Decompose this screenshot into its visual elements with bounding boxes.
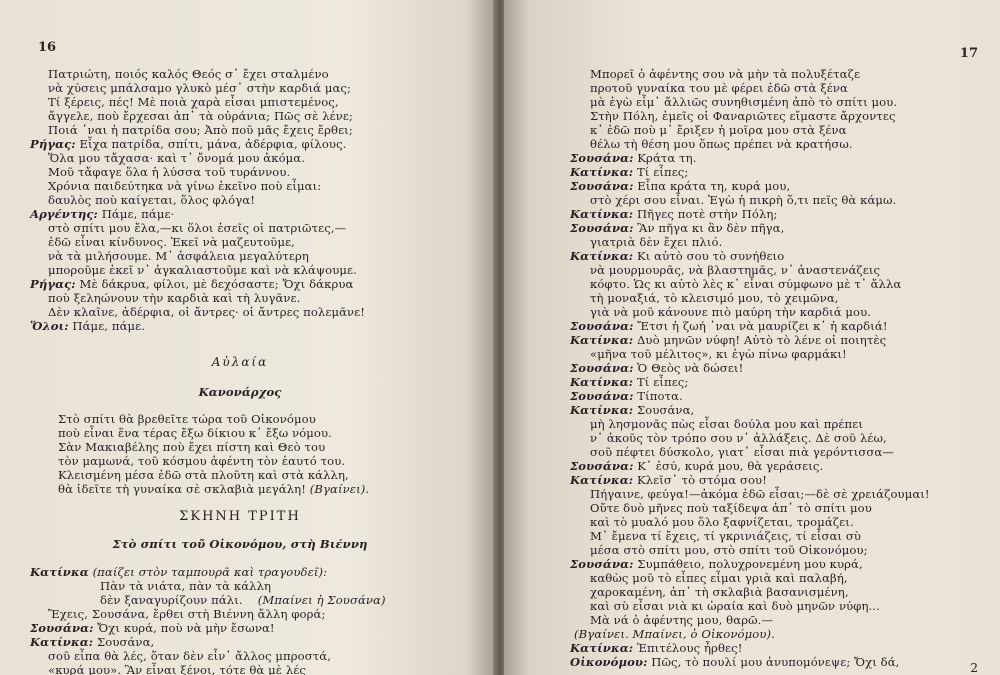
speaker-name: Κατίνκα: <box>570 375 634 389</box>
speaker-name: Κατίνκα: <box>570 333 634 347</box>
verse-line: τὸν μαμωνά, τοῦ κόσμου ἀφέντη τὸν ἑαυτό του. <box>58 454 346 468</box>
speaker-name: Κατίνκα: <box>570 403 634 417</box>
dialogue-line <box>30 207 174 221</box>
verse-text: Εἶπα κράτα τη, κυρά μου, <box>637 179 791 193</box>
verse-line: ἐδῶ εἶναι κίνδυνος. Ἐκεῖ νὰ μαζευτοῦμε, <box>48 235 295 249</box>
verse-line: νὰ μουρμουρᾶς, νὰ βλαστημᾶς, ν᾽ ἀναστενάζεις <box>590 263 881 277</box>
speaker-name: Σουσάνα: <box>570 459 634 473</box>
stage-direction: (παίζει στὸν ταμπουρᾶ καὶ τραγουδεῖ): <box>92 565 328 579</box>
verse-text: Ἔτσι ἡ ζωή ᾽ναι νὰ μαυρίζει κ᾽ ἡ καρδιά! <box>637 319 888 333</box>
verse-line: προτοῦ γυναίκα του μὲ φέρει ἐδῶ στὰ ξένα <box>590 81 848 95</box>
verse-line: Δὲν κλαῖνε, ἀδέρφια, οἱ ἄντρες· οἱ ἄντρες πολεμᾶνε! <box>48 305 366 319</box>
dialogue-line <box>570 459 823 473</box>
speaker-name: Οἰκονόμου: <box>570 655 648 669</box>
verse-text: Εἶχα πατρίδα, σπίτι, μάνα, ἀδέρφια, φίλους. <box>79 137 347 151</box>
speaker-name: Κατίνκα <box>30 565 89 579</box>
page-number: 16 <box>38 40 57 55</box>
verse-line: στὸ σπίτι μου ἔλα,—κι ὅλοι ἐσεῖς οἱ πατριῶτες,— <box>48 221 347 235</box>
dialogue-line <box>570 165 688 179</box>
dialogue-line <box>570 249 784 263</box>
verse-line: Πήγαινε, φεύγα!—ἀκόμα ἐδῶ εἶσαι;—δὲ σὲ χρειάζουμαι! <box>590 487 930 501</box>
verse-text: Τί εἶπες; <box>636 375 689 389</box>
verse-line: ν᾽ ἀκοῦς τὸν τρόπο σου ν᾽ ἀλλάξεις. Δὲ σοῦ λέω, <box>590 431 887 445</box>
verse-line: «κυρά μου». Ἂν εἶναι ξένοι, τότε θὰ μὲ λές <box>48 663 307 675</box>
verse-line: ἄγγελε, ποὺ ἔρχεσαι ἀπ᾽ τὰ οὐράνια; Πῶς σὲ λένε; <box>48 109 354 123</box>
dialogue-line <box>570 179 790 193</box>
speaker-name: Σουσάνα: <box>570 319 634 333</box>
verse-line: σοῦ εἶπα θὰ λές, ὅταν δὲν εἶν᾽ ἄλλος μπροστά, <box>48 649 331 663</box>
verse-line: Χρόνια παιδεύτηκα νὰ γίνω ἐκεῖνο ποὺ εἶμαι: <box>48 179 322 193</box>
dialogue-line <box>30 319 145 333</box>
verse-line: Οὔτε δυὸ μῆνες ποὺ ταξίδεψα ἀπ᾽ τὸ σπίτι μου <box>590 501 872 515</box>
verse-line: Μπορεῖ ὁ ἀφέντης σου νὰ μὴν τὰ πολυξέταζε <box>590 67 861 81</box>
left-page <box>0 0 496 675</box>
stage-direction: (Βγαίνει. Μπαίνει, ὁ Οἰκονόμου). <box>574 627 775 641</box>
verse-text: Σουσάνα, <box>636 403 695 417</box>
speaker-name: Σουσάνα: <box>570 221 634 235</box>
verse-text: Μὲ δάκρυα, φίλοι, μὲ δεχόσαστε; Ὄχι δάκρυα <box>79 277 354 291</box>
verse-line: καὶ τὸ μυαλό μου ὅλο ξαφνίζεται, τρομάζει. <box>590 515 854 529</box>
verse-line: γιατριὰ δὲν ἔχει πλιό. <box>590 235 723 249</box>
verse-text: Ὁ Θεὸς νὰ δώσει! <box>637 361 744 375</box>
dialogue-line <box>30 277 353 291</box>
verse-text: Πάμε, πάμε· <box>101 207 175 221</box>
verse-line: νὰ τὰ μιλήσουμε. Μ᾽ ἀσφάλεια μεγαλύτερη <box>48 249 309 263</box>
signature-mark: 2 <box>970 661 978 675</box>
verse-line: ποὺ εἶναι ἕνα τέρας ἔξω δίκιου κ᾽ ἔξω νόμου. <box>58 426 332 440</box>
verse-line: μέσα στὸ σπίτι μου, στὸ σπίτι τοῦ Οἰκονόμου; <box>590 543 868 557</box>
dialogue-line <box>570 403 694 417</box>
verse-line: Μ᾽ ἔμενα τί ἔχεις, τί γκρινιάζεις, τί εἶσαι σὺ <box>590 529 862 543</box>
dialogue-line <box>570 655 899 669</box>
speaker-name: Σουσάνα: <box>570 361 634 375</box>
curtain-heading: Αὐλαία <box>211 355 269 369</box>
verse-line: καθὼς μοῦ τὸ εἶπες εἶμαι γριὰ καὶ παλαβή, <box>590 571 848 585</box>
dialogue-line <box>570 333 886 347</box>
speaker-name: Αργέντης: <box>30 207 98 221</box>
speaker-name: Κατίνκα: <box>570 641 634 655</box>
verse-line: Στὴν Πόλη, ἐμεῖς οἱ Φαναριῶτες εἴμαστε ἄρχοντες <box>590 109 896 123</box>
verse-text: Συμπάθειο, πολυχρονεμένη μου κυρά, <box>637 557 863 571</box>
dialogue-line <box>30 137 346 151</box>
page-number: 17 <box>959 46 978 61</box>
stage-direction: (Μπαίνει ἡ Σουσάνα) <box>257 593 386 607</box>
verse-line <box>58 482 369 496</box>
right-page <box>504 0 1000 675</box>
verse-text: Πῆγες ποτὲ στὴν Πόλη; <box>636 207 778 221</box>
verse-line: Πὰν τὰ νιάτα, πὰν τὰ κάλλη <box>100 579 272 593</box>
verse-line: μποροῦμε ἐκεῖ ν᾽ ἀγκαλιαστοῦμε καὶ νὰ κλάψουμε. <box>48 263 357 277</box>
verse-text: Ἐπιτέλους ἦρθες! <box>636 641 743 655</box>
speaker-name: Σουσάνα: <box>30 621 94 635</box>
dialogue-line <box>30 621 275 635</box>
verse-line: Κλεισμένη μέσα ἐδῶ στὰ πλοῦτη καὶ στὰ κάλλη, <box>58 468 349 482</box>
verse-text: Ἂν πῆγα κι ἂν δὲν πῆγα, <box>637 221 785 235</box>
dialogue-line <box>570 375 688 389</box>
verse-line: κ᾽ ἐδῶ ποὺ μ᾽ ἔριξεν ἡ μοῖρα μου στὰ ξένα <box>590 123 847 137</box>
verse-text: Τί εἶπες; <box>636 165 689 179</box>
stage-direction: (Βγαίνει). <box>309 482 370 496</box>
verse-line: μὰ ἐγὼ εἶμ᾽ ἄλλιῶς συνηθισμένη ἀπὸ τὸ σπίτι μου. <box>590 95 898 109</box>
speaker-name: Κατίνκα: <box>30 635 94 649</box>
verse-text: δὲν ξαναγυρίζουν πάλι. <box>100 593 243 607</box>
verse-line <box>100 593 386 607</box>
verse-line: ποὺ ξεληώνουν τὴν καρδιὰ καὶ τὴ λυγᾶνε. <box>48 291 301 305</box>
verse-line: σοῦ πέφτει δύσκολο, γιατ᾽ εἶσαι πιὰ γερόντισσα— <box>590 445 894 459</box>
speaker-name: Κατίνκα: <box>570 165 634 179</box>
verse-line: Τί ξέρεις, πές! Μὲ ποιὰ χαρὰ εἶσαι μπιστεμένος, <box>48 95 339 109</box>
verse-line: καὶ σὺ εἶσαι νιὰ κι ὡραία καὶ δυὸ μηνῶν νύφη... <box>590 599 880 613</box>
verse-text: θὰ ἰδεῖτε τὴ γυναίκα σὲ σκλαβιὰ μεγάλη! <box>58 482 306 496</box>
dialogue-line <box>570 389 683 403</box>
verse-text: Δυὸ μηνῶν νύφη! Αὐτὸ τὸ λένε οἱ ποιητὲς <box>636 333 887 347</box>
scene-subtitle: Στὸ σπίτι τοῦ Οἰκονόμου, στὴ Βιέννη <box>112 537 368 551</box>
verse-line: μὴ λησμονᾶς πὼς εἶσαι δούλα μου καὶ πρέπει <box>590 417 863 431</box>
speaker-name: Ρήγας: <box>30 137 76 151</box>
verse-line: Μὰ νά ὁ ἀφέντης μου, θαρῶ.— <box>590 613 774 627</box>
verse-line: Σὰν Μακιαβέλης ποὺ ἔχει πίστη καὶ Θεὸ του <box>58 440 326 454</box>
dialogue-line <box>570 361 743 375</box>
dialogue-line <box>30 565 327 579</box>
speaker-name: Σουσάνα: <box>570 557 634 571</box>
verse-line: δαυλὸς ποὺ καίγεται, ὅλος φλόγα! <box>48 193 255 207</box>
verse-line: «μῆνα τοῦ μέλιτος», κι ἐγὼ πίνω φαρμάκι! <box>590 347 847 361</box>
dialogue-line <box>570 641 742 655</box>
verse-line: Μοῦ τἄφαγε ὅλα ἡ λύσσα τοῦ τυράννου. <box>48 165 291 179</box>
dialogue-line <box>570 473 767 487</box>
dialogue-line <box>570 151 696 165</box>
verse-text: Ὄχι κυρά, ποὺ νὰ μὴν ἔσωνα! <box>97 621 275 635</box>
verse-text: Κράτα τη. <box>637 151 697 165</box>
scene-title: ΣΚΗΝΗ ΤΡΙΤΗ <box>179 509 301 524</box>
dialogue-line <box>30 635 154 649</box>
speaker-name: Κατίνκα: <box>570 249 634 263</box>
verse-line: τὴ μοναξιά, τὸ κλεισιμό μου, τὸ χειμῶνα, <box>590 291 839 305</box>
verse-text: Κλεῖσ᾽ τὸ στόμα σου! <box>636 473 767 487</box>
verse-text: Κι αὐτὸ σου τὸ συνήθειο <box>636 249 785 263</box>
verse-line: Ἔχεις, Σουσάνα, ἔρθει στὴ Βιέννη ἄλλη φορά; <box>48 607 326 621</box>
dialogue-line <box>570 319 888 333</box>
speaker-name: Σουσάνα: <box>570 151 634 165</box>
verse-line: Πατριώτη, ποιός καλός Θεός σ᾽ ἔχει σταλμένο <box>48 67 329 81</box>
kanonarchos-heading: Κανονάρχος <box>198 385 282 399</box>
verse-line: γιὰ νὰ μοῦ κάνουνε πιὸ μαύρη τὴν καρδιά μου. <box>590 305 872 319</box>
verse-text: Πάμε, πάμε. <box>72 319 146 333</box>
verse-text: Κ᾽ ἐσύ, κυρά μου, θὰ γεράσεις. <box>637 459 824 473</box>
verse-text: Πῶς, τὸ πουλί μου ἀνυπομόνεψε; Ὄχι δά, <box>651 655 900 669</box>
dialogue-line <box>570 221 784 235</box>
dialogue-line <box>570 557 863 571</box>
speaker-name: Σουσάνα: <box>570 389 634 403</box>
verse-line: κόφτο. Ὡς κι αὐτὸ λὲς κ᾽ εἶναι σύμφωνο μὲ τ᾽ ἄλλα <box>590 277 902 291</box>
speaker-name: Ὅλοι: <box>30 319 69 333</box>
speaker-name: Ρήγας: <box>30 277 76 291</box>
verse-line: στὸ χέρι σου εἶναι. Ἐγὼ ἡ πικρὴ ὅ,τι πεῖς θὰ κάμω. <box>590 193 897 207</box>
verse-text: Σουσάνα, <box>96 635 155 649</box>
verse-text: Τίποτα. <box>637 389 683 403</box>
verse-line: Ποιά ᾽ναι ἡ πατρίδα σου; Ἀπὸ ποῦ μᾶς ἔχεις ἔρθει; <box>48 123 353 137</box>
speaker-name: Κατίνκα: <box>570 473 634 487</box>
verse-line: Ὅλα μου τἄχασα· καὶ τ᾽ ὄνομά μου ἀκόμα. <box>48 151 306 165</box>
verse-line: θέλω τὴ θέση μου ὅπως πρέπει νὰ κρατήσω. <box>590 137 853 151</box>
dialogue-line <box>570 207 777 221</box>
speaker-name: Κατίνκα: <box>570 207 634 221</box>
verse-line: χαροκαμένη, ἀπ᾽ τὴ σκλαβιὰ βασανισμένη, <box>590 585 849 599</box>
speaker-name: Σουσάνα: <box>570 179 634 193</box>
verse-line: Στὸ σπίτι θὰ βρεθεῖτε τώρα τοῦ Οἰκονόμου <box>58 412 316 426</box>
verse-line: νὰ χύσεις μπάλσαμο γλυκὸ μέσ᾽ στὴν καρδιά μας; <box>48 81 352 95</box>
